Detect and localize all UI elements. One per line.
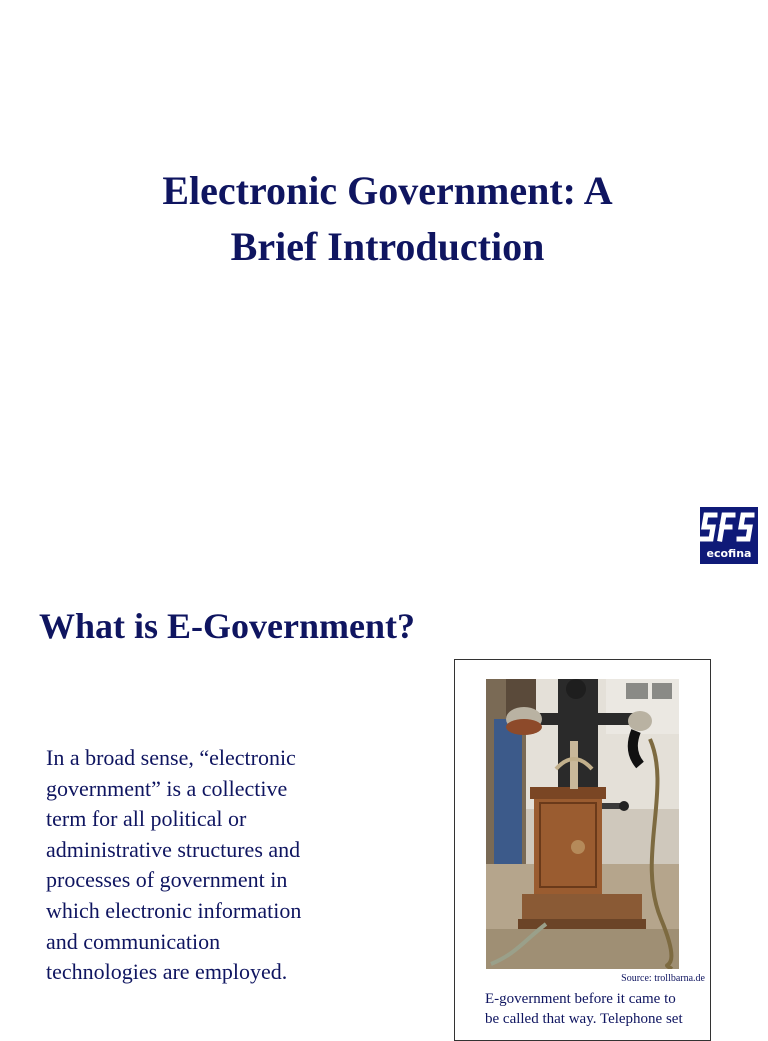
body-line: and communication [46, 928, 221, 954]
slide-heading: What is E-Government? [39, 606, 415, 646]
logo-text: ecofina [706, 547, 752, 560]
body-line: which electronic information [46, 897, 302, 923]
antique-telephone-photo [486, 679, 679, 969]
title-line-1: Electronic Government: A [162, 168, 613, 213]
title-line-2: Brief Introduction [230, 224, 545, 269]
figure-box [454, 659, 711, 1041]
ecofina-logo [700, 507, 758, 564]
body-line: term for all political or [46, 806, 247, 832]
body-line: processes of government in [46, 867, 288, 893]
caption-line: E-government before it came to [485, 991, 676, 1007]
slide-what-is-egov [0, 575, 768, 1027]
logo-mark [702, 515, 752, 539]
figure-caption [485, 989, 707, 1029]
image-source: Source: trollbarna.de [621, 973, 705, 984]
body-paragraph [46, 743, 366, 988]
body-line: government” is a collective [46, 775, 288, 801]
body-line: In a broad sense, “electronic [46, 745, 296, 770]
presentation-title [0, 163, 768, 275]
body-line: administrative structures and [46, 836, 301, 862]
caption-line: be called that way. Telephone set [485, 1011, 683, 1027]
body-line: technologies are employed. [46, 959, 288, 985]
